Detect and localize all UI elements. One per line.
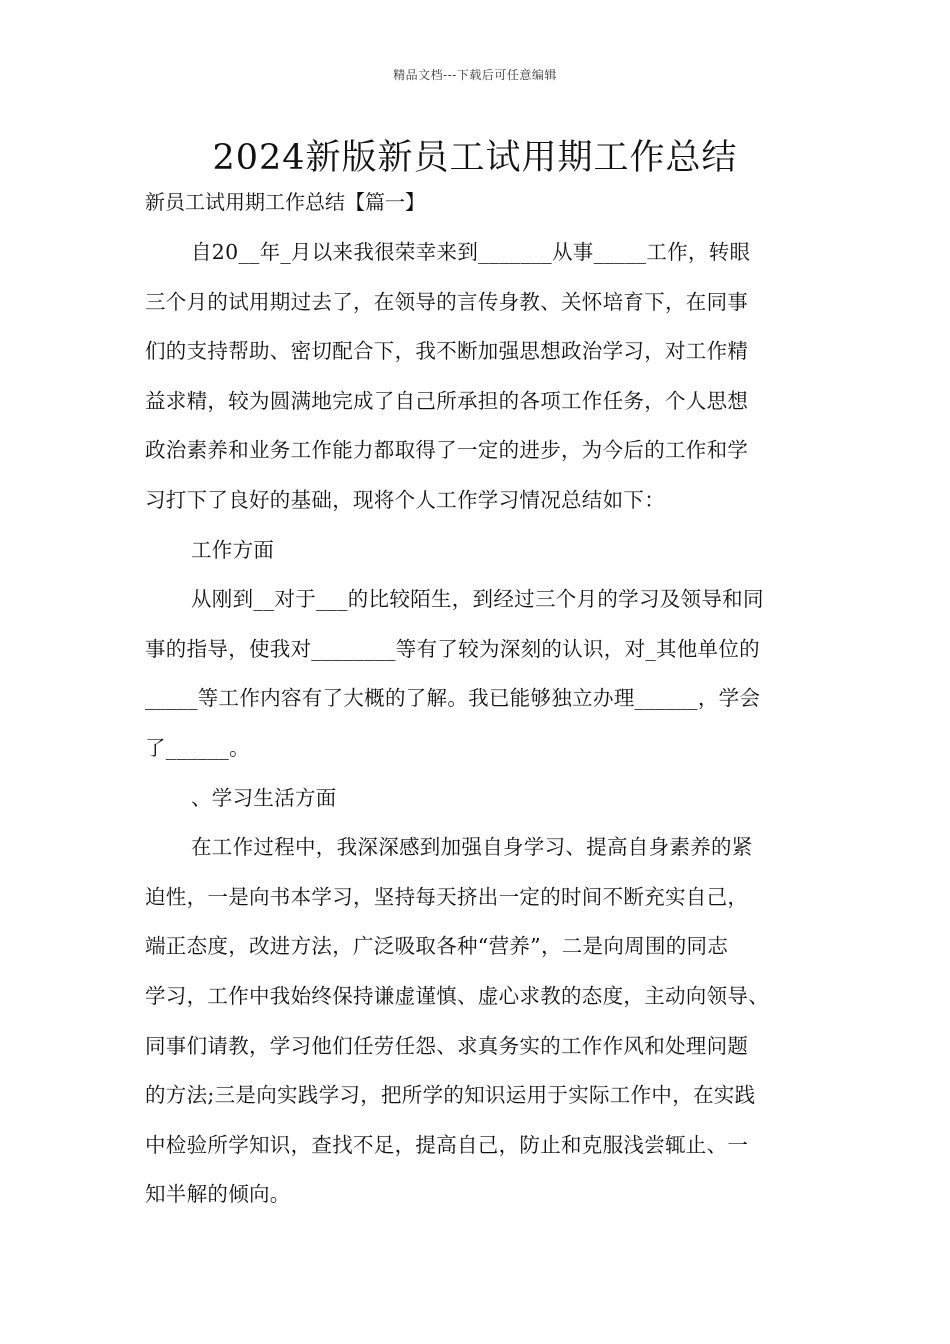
document-body: [145, 228, 815, 1220]
paragraph-line: 三个月的试用期过去了，在领导的言传身教、关怀培育下，在同事: [145, 289, 749, 314]
section-subtitle: 新员工试用期工作总结【篇一】: [145, 190, 425, 214]
paragraph-line: 同事们请教，学习他们任劳任怨、求真务实的工作作风和处理问题: [145, 1033, 749, 1058]
section-heading-work: 工作方面: [191, 537, 275, 562]
header-note: 精品文档---下载后可任意编辑: [393, 68, 557, 82]
paragraph-line: 的方法;三是向实践学习，把所学的知识运用于实际工作中，在实践: [145, 1083, 756, 1108]
paragraph-line: 了______。: [145, 735, 250, 760]
paragraph-line: 从刚到__对于___的比较陌生，到经过三个月的学习及领导和同: [191, 587, 764, 612]
paragraph-line: 益求精，较为圆满地完成了自己所承担的各项工作任务，个人思想: [145, 388, 749, 413]
paragraph-line: _____等工作内容有了大概的了解。我已能够独立办理______，学会: [145, 686, 761, 711]
paragraph-line: 自20__年_月以来我很荣幸来到_______从事_____工作，转眼: [191, 240, 751, 264]
document-title: 2024新版新员工试用期工作总结: [212, 138, 738, 178]
paragraph-line: 在工作过程中，我深深感到加强自身学习、提高自身素养的紧: [191, 835, 753, 860]
section-heading-study-life: 、学习生活方面: [191, 785, 337, 810]
paragraph-line: 中检验所学知识，查找不足，提高自己，防止和克服浅尝辄止、一: [145, 1132, 749, 1157]
paragraph-line: 习打下了良好的基础，现将个人工作学习情况总结如下：: [145, 487, 665, 512]
paragraph-line: 事的指导，使我对________等有了较为深刻的认识，对_其他单位的: [145, 636, 760, 661]
paragraph-line: 们的支持帮助、密切配合下，我不断加强思想政治学习，对工作精: [145, 339, 749, 364]
paragraph-line: 学习，工作中我始终保持谦虚谨慎、虚心求教的态度，主动向领导、: [145, 983, 769, 1008]
paragraph-line: 端正态度，改进方法，广泛吸取各种“营养”，二是向周围的同志: [145, 934, 729, 959]
paragraph-line: 知半解的倾向。: [145, 1182, 291, 1207]
paragraph-line: 政治素养和业务工作能力都取得了一定的进步，为今后的工作和学: [145, 438, 749, 463]
paragraph-line: 迫性，一是向书本学习，坚持每天挤出一定的时间不断充实自己，: [145, 884, 749, 909]
